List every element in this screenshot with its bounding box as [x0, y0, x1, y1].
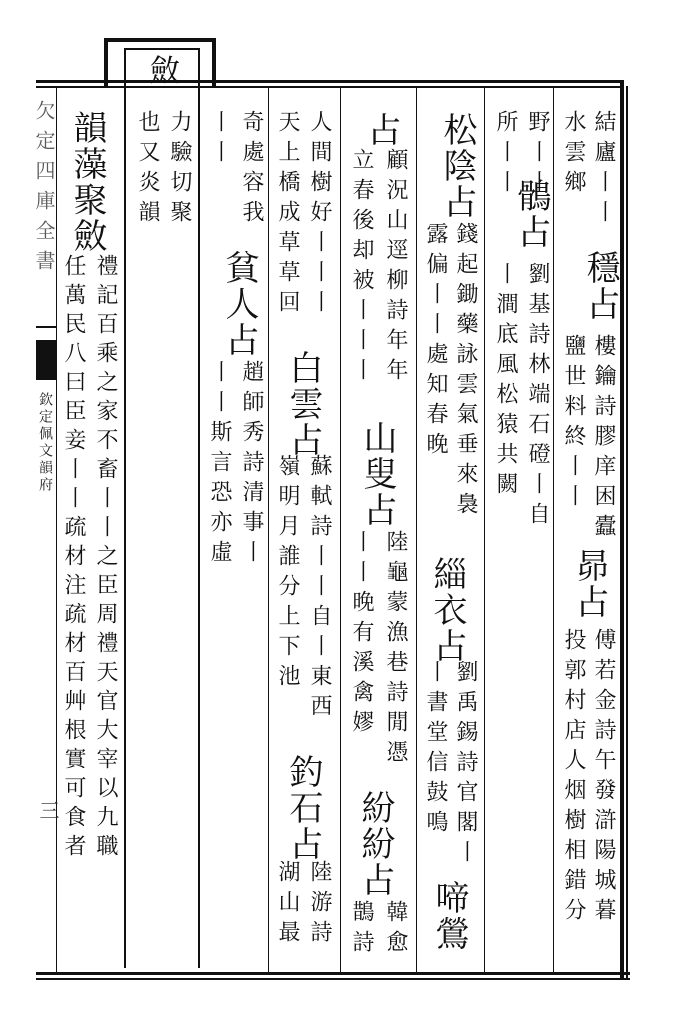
- headword: 韻藻聚斂: [67, 110, 107, 254]
- text-column: 趙師秀詩清事丨: [239, 360, 264, 570]
- headword: 鶻占: [511, 178, 551, 250]
- headword: 貧人占: [219, 250, 259, 358]
- text-column: 韓愈: [383, 900, 408, 960]
- text-column: 丨丨: [207, 110, 232, 170]
- tab-box-top: [104, 38, 216, 42]
- text-column: 劉禹錫詩官閣丨: [453, 660, 478, 870]
- column-divider: [56, 88, 57, 972]
- headword: 松陰占: [437, 112, 477, 220]
- headword: 穩占: [580, 250, 620, 322]
- text-column: 傅若金詩午發滸陽城暮: [591, 628, 616, 928]
- text-column: 丨澗底風松猿共闕: [493, 262, 518, 502]
- headword: 紛紛占: [355, 790, 395, 898]
- column-divider: [340, 88, 341, 972]
- text-column: 野丨丨: [525, 110, 550, 200]
- text-column: 力驗切聚: [167, 110, 192, 230]
- text-column: 投郭村店人烟樹相錯分: [561, 628, 586, 928]
- edge-side-text: 欽定佩文韻府: [37, 392, 53, 494]
- right-frame-line: [620, 80, 624, 978]
- column-divider: [268, 88, 269, 972]
- tab-box-right: [212, 38, 216, 86]
- headword: 白雲占: [283, 350, 323, 458]
- text-column: 任萬民八曰臣妾丨丨疏材注疏材百艸根實可食者: [61, 254, 86, 863]
- text-column: 錢起鋤藥詠雲氣垂來裊: [453, 222, 478, 522]
- text-column: 嶺明月誰分上下池: [275, 454, 300, 694]
- margin-line: [36, 326, 56, 328]
- tab-box-left: [104, 38, 108, 86]
- right-frame-line-inner: [626, 86, 628, 978]
- text-column: 鵲詩: [349, 900, 374, 960]
- text-column: 人間樹好丨丨丨: [307, 110, 332, 320]
- margin-black-band: [36, 340, 56, 380]
- text-column: 樓鑰詩膠庠困蠹: [591, 334, 616, 544]
- text-column: 湖山最: [275, 860, 300, 950]
- text-column: 天上橋成草草回: [275, 110, 300, 320]
- text-column: 顧況山逕柳詩年年: [383, 148, 408, 388]
- column-divider: [484, 88, 485, 972]
- section-tab-label: 斂: [150, 54, 180, 89]
- bottom-frame-line-inner: [36, 978, 630, 980]
- text-column: 鹽世料終丨丨: [561, 334, 586, 514]
- text-column: 也又炎韻: [135, 110, 160, 230]
- tab-inner-right: [198, 48, 200, 968]
- text-column: 結廬丨丨: [591, 110, 616, 230]
- text-column: 奇處容我: [239, 110, 264, 230]
- edge-top-text: 欠定四庫全書: [32, 100, 56, 280]
- column-divider: [416, 88, 417, 972]
- text-column: 丨丨斯言恐亦虛: [207, 360, 232, 570]
- edge-page-number: 三: [36, 800, 60, 830]
- headword: 昴占: [569, 548, 609, 620]
- headword: 緇衣占: [427, 556, 467, 664]
- text-column: 丨丨晚有溪禽嫪: [349, 530, 374, 740]
- headword: 啼鶯: [429, 880, 469, 952]
- text-column: 蘇軾詩丨丨自丨東西: [307, 454, 332, 724]
- text-column: 禮記百乘之家不畜丨丨之臣周禮天官大宰以九職: [93, 254, 118, 863]
- text-column: 水雲鄉: [561, 110, 586, 200]
- tab-inner-left: [124, 48, 126, 968]
- column-divider: [553, 88, 554, 972]
- text-column: 陸龜蒙漁巷詩閒憑: [383, 530, 408, 770]
- text-column: 陸游詩: [307, 860, 332, 950]
- text-column: 露偏丨丨處知春晚: [423, 222, 448, 462]
- bottom-frame-line: [36, 972, 630, 975]
- text-column: 劉基詩林端石磴丨自: [525, 262, 550, 532]
- text-column: 丨書堂信鼓鳴: [423, 660, 448, 840]
- headword: 山叟占: [357, 420, 397, 528]
- text-column: 所丨丨: [493, 110, 518, 200]
- tab-inner-top: [124, 48, 200, 50]
- text-column: 立春後却被丨丨丨: [349, 148, 374, 388]
- headword: 釣石占: [283, 754, 323, 862]
- headword: 占: [361, 112, 401, 148]
